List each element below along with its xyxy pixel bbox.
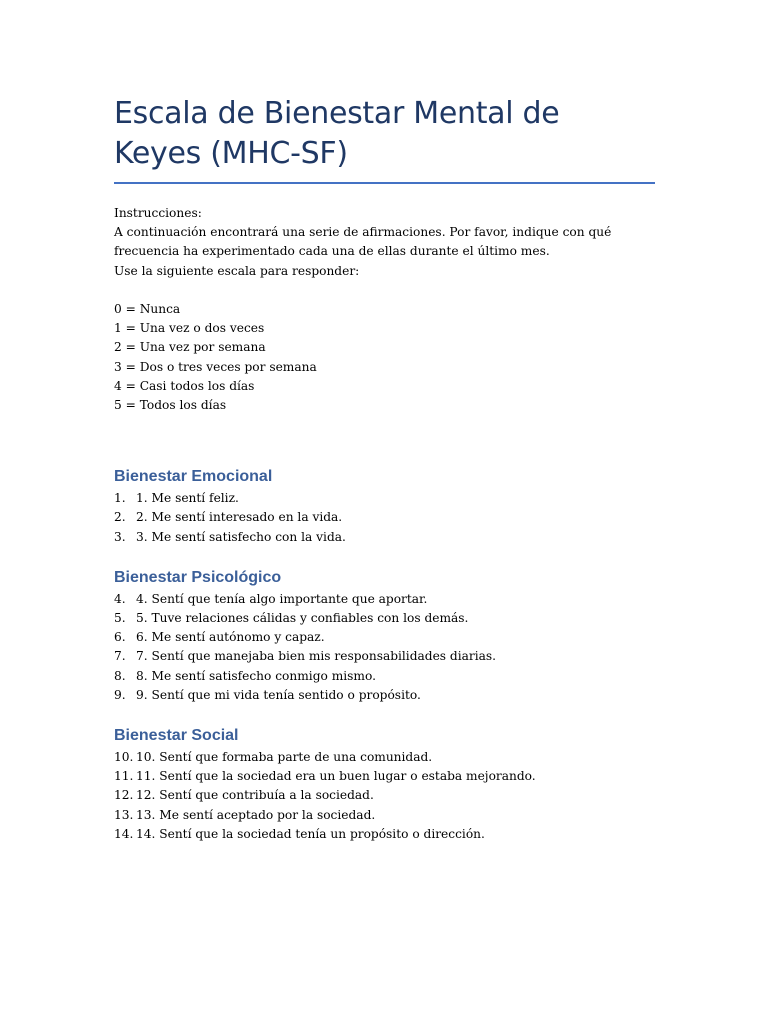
item-text: 6. Me sentí autónomo y capaz. (136, 630, 325, 645)
item-number: 14. (114, 826, 134, 841)
item-text: 11. Sentí que la sociedad era un buen lugar o estaba mejorando. (136, 769, 536, 784)
item-number: 11. (114, 769, 134, 784)
item-number: 8. (114, 668, 126, 683)
item-number: 12. (114, 788, 134, 803)
item-number: 6. (114, 630, 126, 645)
instructions-scale-intro: Use la siguiente escala para responder: (114, 263, 360, 278)
item-number: 7. (114, 649, 126, 664)
title-divider (114, 182, 655, 184)
list-item (114, 686, 654, 705)
document-page (114, 0, 654, 844)
item-text: 8. Me sentí satisfecho conmigo mismo. (136, 668, 376, 683)
list-item (114, 825, 654, 844)
scale-option: 4 = Casi todos los días (114, 378, 255, 393)
item-text: 4. Sentí que tenía algo importante que aportar. (136, 591, 428, 606)
item-text: 1. Me sentí feliz. (136, 491, 239, 506)
item-list-psicologico (114, 590, 654, 705)
section-heading-emocional: Bienestar Emocional (114, 468, 273, 486)
list-item (114, 508, 654, 527)
section-heading-social: Bienestar Social (114, 727, 239, 745)
item-number: 10. (114, 750, 134, 765)
scale-option: 2 = Una vez por semana (114, 340, 266, 355)
instructions-block (114, 204, 654, 281)
item-text: 10. Sentí que formaba parte de una comunidad. (136, 750, 433, 765)
item-number: 9. (114, 687, 126, 702)
scale-option: 0 = Nunca (114, 302, 181, 316)
item-text: 2. Me sentí interesado en la vida. (136, 510, 343, 525)
item-list-social (114, 748, 654, 844)
item-number: 2. (114, 510, 126, 525)
scale-option: 3 = Dos o tres veces por semana (114, 359, 317, 374)
item-number: 4. (114, 591, 126, 606)
instructions-text: A continuación encontrará una serie de afirmaciones. Por favor, indique con qué frecuencia ha experimentado cada una de ellas durante el último mes. (114, 225, 612, 259)
list-item (114, 667, 654, 686)
item-text: 12. Sentí que contribuía a la sociedad. (136, 788, 374, 803)
document-title: Escala de Bienestar Mental de Keyes (MHC-SF) (114, 96, 560, 171)
list-item (114, 590, 654, 609)
list-item (114, 528, 654, 547)
instructions-heading: Instrucciones: (114, 206, 202, 220)
section-heading-psicologico: Bienestar Psicológico (114, 568, 282, 586)
item-number: 1. (114, 491, 126, 506)
item-text: 14. Sentí que la sociedad tenía un propósito o dirección. (136, 826, 485, 841)
list-item (114, 806, 654, 825)
response-scale (114, 300, 654, 415)
list-item (114, 647, 654, 666)
item-text: 5. Tuve relaciones cálidas y confiables con los demás. (136, 611, 469, 626)
item-text: 9. Sentí que mi vida tenía sentido o propósito. (136, 687, 421, 702)
list-item (114, 609, 654, 628)
item-text: 7. Sentí que manejaba bien mis responsabilidades diarias. (136, 649, 497, 664)
item-number: 3. (114, 529, 126, 544)
item-number: 5. (114, 611, 126, 626)
scale-option: 5 = Todos los días (114, 398, 227, 413)
item-text: 13. Me sentí aceptado por la sociedad. (136, 807, 376, 822)
list-item (114, 786, 654, 805)
list-item (114, 489, 654, 508)
item-text: 3. Me sentí satisfecho con la vida. (136, 529, 346, 544)
list-item (114, 748, 654, 767)
list-item (114, 628, 654, 647)
scale-option: 1 = Una vez o dos veces (114, 321, 265, 336)
item-number: 13. (114, 807, 134, 822)
item-list-emocional (114, 489, 654, 547)
list-item (114, 767, 654, 786)
